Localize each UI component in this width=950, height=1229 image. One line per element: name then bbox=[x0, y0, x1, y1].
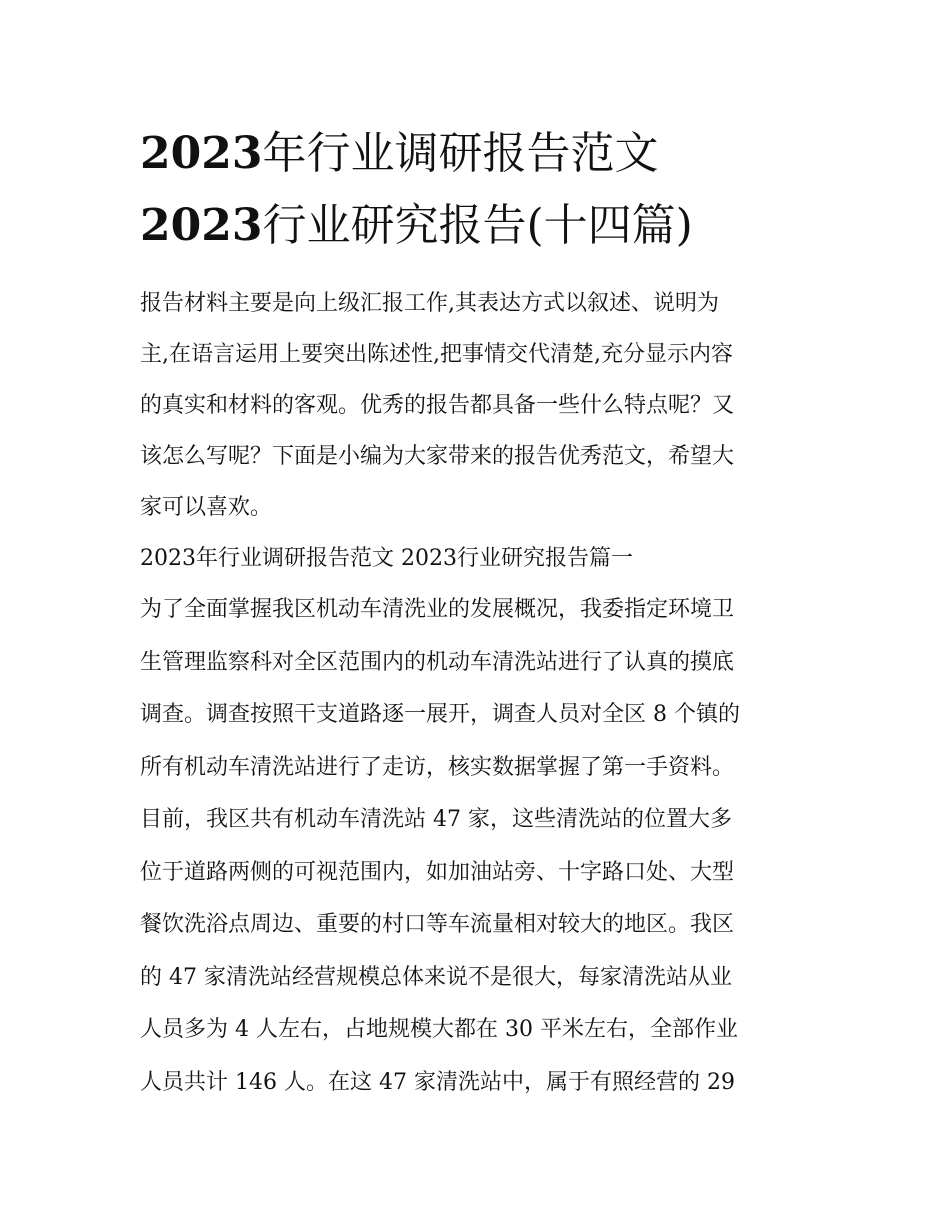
section-line: 位于道路两侧的可视范围内，如加油站旁、十字路口处、大型 bbox=[140, 859, 735, 885]
intro-line: 报告材料主要是向上级汇报工作,其表达方式以叙述、说明为 bbox=[140, 291, 719, 316]
section-line: 生管理监察科对全区范围内的机动车清洗站进行了认真的摸底 bbox=[140, 649, 735, 675]
intro-line: 的真实和材料的客观。优秀的报告都具备一些什么特点呢？又 bbox=[140, 393, 735, 418]
section-line: 目前，我区共有机动车清洗站 47 家，这些清洗站的位置大多 bbox=[140, 807, 732, 832]
title-year-2: 2023 bbox=[140, 200, 263, 251]
section-line: 为了全面掌握我区机动车清洗业的发展概况，我委指定环境卫 bbox=[140, 597, 735, 622]
title-line-1 bbox=[140, 118, 820, 190]
section-line: 所有机动车清洗站进行了走访，核实数据掌握了第一手资料。 bbox=[140, 754, 735, 780]
section-line: 餐饮洗浴点周边、重要的村口等车流量相对较大的地区。我区 bbox=[140, 912, 735, 937]
document-body bbox=[140, 278, 820, 1109]
section-line: 人员共计 146 人。在这 47 家清洗站中，属于有照经营的 29 bbox=[140, 1069, 735, 1095]
section-heading: 2023年行业调研报告范文 2023行业研究报告篇一 bbox=[140, 546, 633, 571]
intro-line: 主,在语言运用上要突出陈述性,把事情交代清楚,充分显示内容 bbox=[140, 342, 733, 367]
section-line: 调查。调查按照干支道路逐一展开，调查人员对全区 8 个镇的 bbox=[140, 702, 740, 727]
title-year-1: 2023 bbox=[140, 128, 263, 179]
intro-line: 家可以喜欢。 bbox=[140, 495, 273, 520]
title-text-1: 年行业调研报告范文 bbox=[262, 128, 659, 179]
intro-line: 该怎么写呢？下面是小编为大家带来的报告优秀范文，希望大 bbox=[140, 444, 735, 469]
document-title bbox=[140, 118, 820, 262]
title-line-2 bbox=[140, 190, 820, 262]
section-line: 人员多为 4 人左右，占地规模大都在 30 平米左右，全部作业 bbox=[140, 1017, 738, 1042]
title-text-2: 行业研究报告(十四篇) bbox=[262, 200, 693, 251]
section-line: 的 47 家清洗站经营规模总体来说不是很大，每家清洗站从业 bbox=[140, 964, 732, 990]
